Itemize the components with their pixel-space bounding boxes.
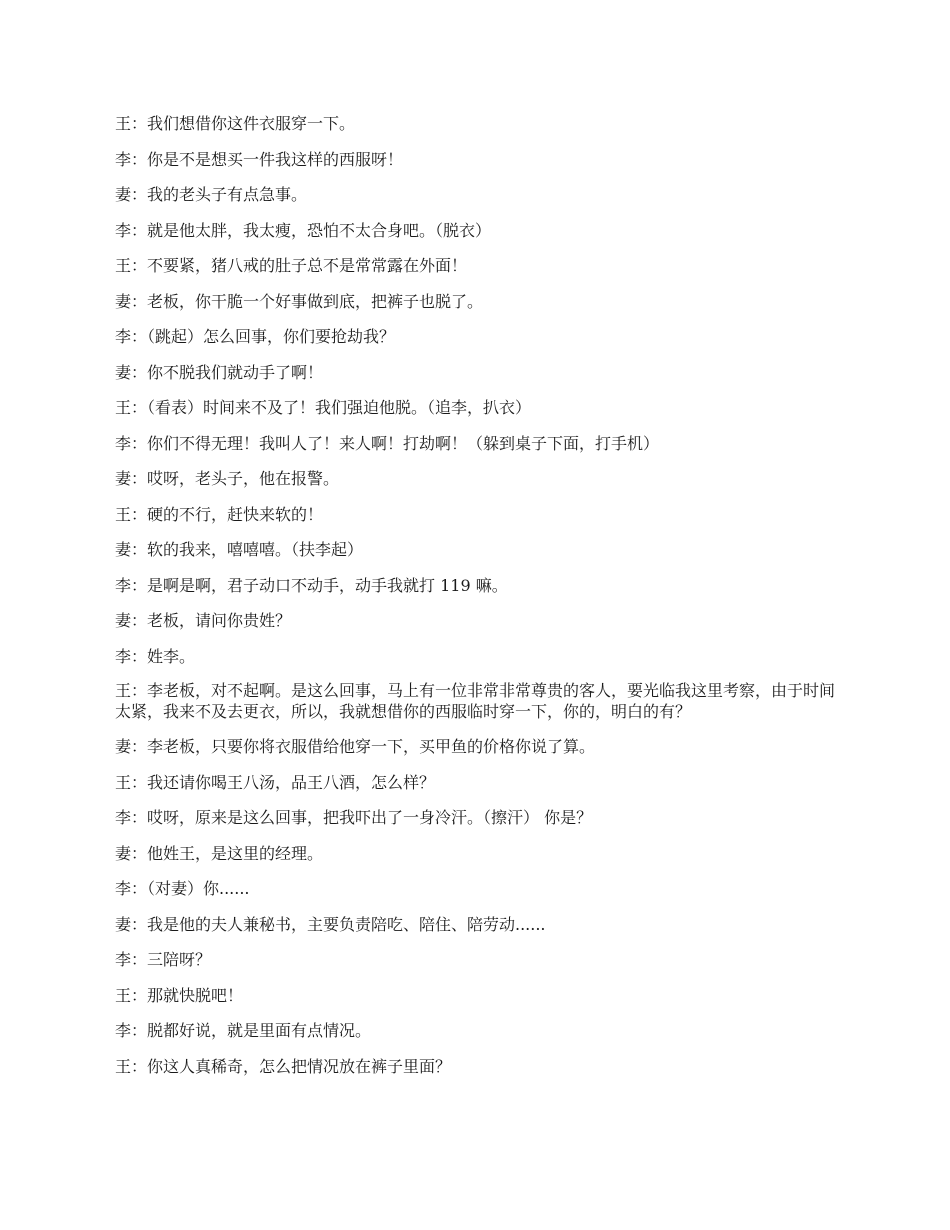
- dialogue-line-15: 妻：老板，请问你贵姓？: [115, 611, 292, 630]
- dialogue-line-9: 王：（看表）时间来不及了！我们强迫他脱。（追李，扒衣）: [115, 398, 532, 417]
- dialogue-line-16: 李：姓李。: [115, 646, 196, 666]
- dialogue-line-17: 王：李老板，对不起啊。是这么回事，马上有一位非常非常尊贵的客人，要光临我这里考察，由于时间太紧，我来不及去更衣，所以，我就想借你的西服临时穿一下，你的，明白的有？: [115, 681, 836, 721]
- dialogue-line-6: 妻：老板，你干脆一个好事做到底，把裤子也脱了。: [115, 291, 484, 311]
- dialogue-line-19: 王：我还请你喝王八汤，品王八酒，怎么样？: [115, 772, 436, 792]
- dialogue-line-26: 李：脱都好说，就是里面有点情况。: [115, 1021, 372, 1040]
- dialogue-line-14: 李：是啊是啊，君子动口不动手，动手我就打 119 嘛。: [115, 575, 508, 595]
- dialogue-line-18: 妻：李老板，只要你将衣服借给他穿一下，买甲鱼的价格你说了算。: [115, 737, 596, 756]
- dialogue-line-21: 妻：他姓王，是这里的经理。: [115, 843, 324, 863]
- dialogue-line-23: 妻：我是他的夫人兼秘书，主要负责陪吃、陪住、陪劳动......: [115, 914, 546, 934]
- dialogue-line-1: 王：我们想借你这件衣服穿一下。: [115, 114, 356, 133]
- dialogue-line-13: 妻：软的我来，嘻嘻嘻。（扶李起）: [115, 540, 364, 559]
- dialogue-line-5: 王：不要紧，猪八戒的肚子总不是常常露在外面！: [115, 256, 468, 275]
- dialogue-line-12: 王：硬的不行，赶快来软的！: [115, 504, 324, 524]
- dialogue-line-10: 李：你们不得无理！我叫人了！来人啊！打劫啊！（躲到桌子下面，打手机）: [115, 433, 660, 453]
- dialogue-line-7: 李：（跳起）怎么回事，你们要抢劫我？: [115, 327, 396, 346]
- dialogue-line-2: 李：你是不是想买一件我这样的西服呀！: [115, 149, 404, 169]
- dialogue-line-20: 李：哎呀，原来是这么回事，把我吓出了一身冷汗。（擦汗） 你是？: [115, 808, 593, 827]
- dialogue-line-8: 妻：你不脱我们就动手了啊！: [115, 362, 324, 382]
- dialogue-line-11: 妻：哎呀，老头子，他在报警。: [115, 469, 340, 488]
- dialogue-line-25: 王：那就快脱吧！: [115, 985, 244, 1005]
- dialogue-line-22: 李：（对妻）你......: [115, 879, 250, 898]
- dialogue-line-27: 王：你这人真稀奇，怎么把情况放在裤子里面？: [115, 1056, 452, 1076]
- dialogue-line-24: 李：三陪呀？: [115, 950, 212, 969]
- dialogue-line-3: 妻：我的老头子有点急事。: [115, 185, 308, 204]
- script-dialogue: [115, 112, 840, 1090]
- dialogue-line-4: 李：就是他太胖，我太瘦，恐怕不太合身吧。（脱衣）: [115, 220, 492, 240]
